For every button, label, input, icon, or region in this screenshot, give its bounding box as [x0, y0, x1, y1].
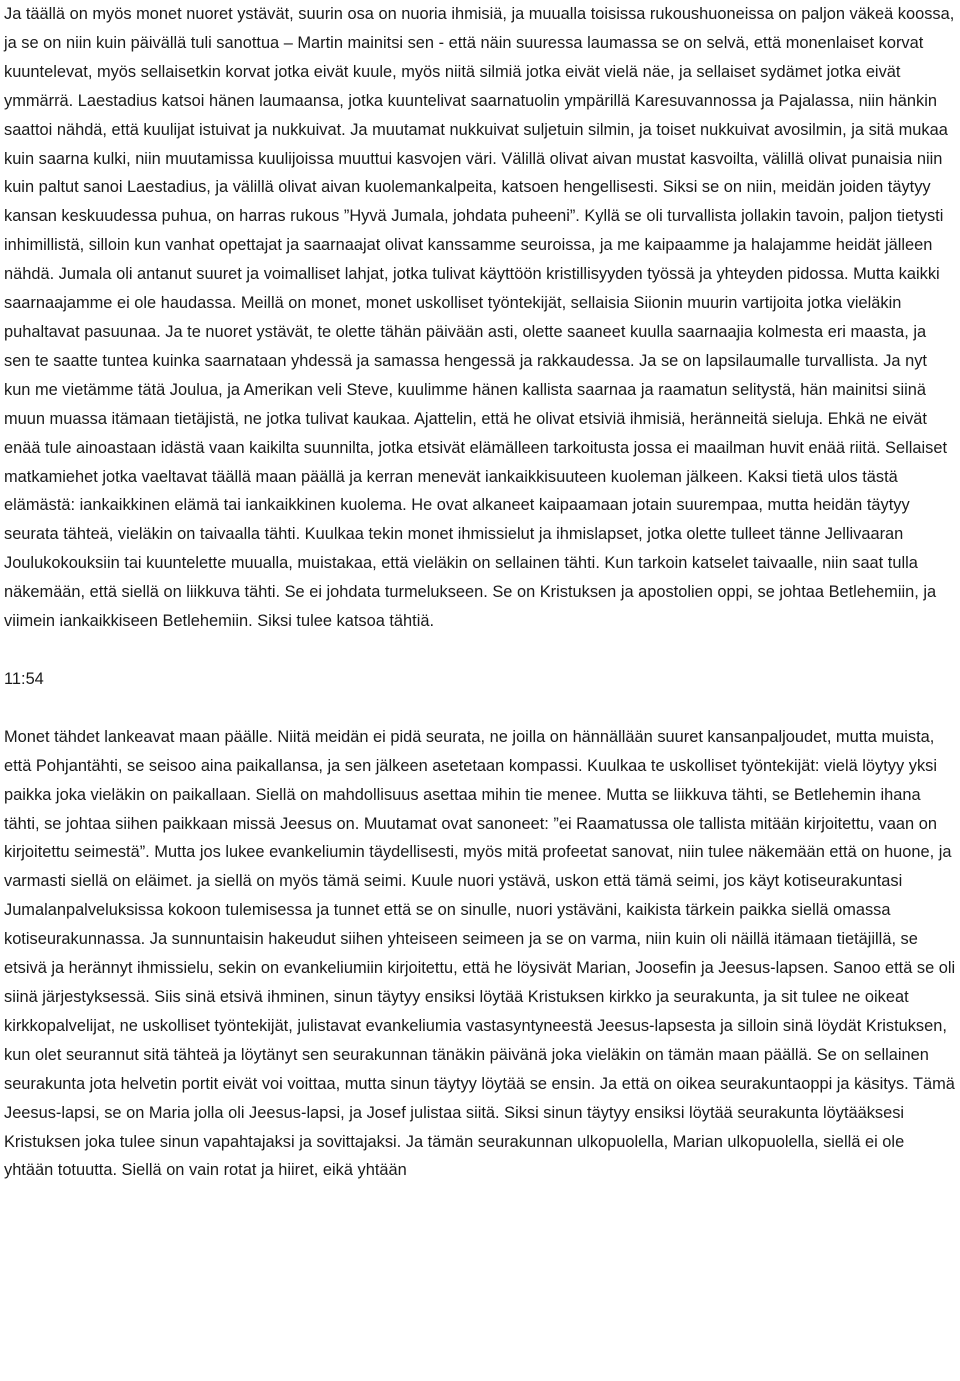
spacer: [4, 694, 956, 723]
document-page: [4, 0, 956, 1185]
paragraph-2: Monet tähdet lankeavat maan päälle. Niitä meidän ei pidä seurata, ne joilla on hännällään suuret kansanpaljoudet, mutta muista, että Pohjantähti, se seisoo aina paikallansa, ja sen jälkeen asetetaan kompassi. Kuulkaa te uskolliset työntekijät: vielä löytyy yksi paikka joka vieläkin on paikallaan. Siellä on mahdollisuus asettaa mihin tie menee. Mutta se liikkuva tähti, se Betlehemin ihana tähti, se johtaa siihen paikkaan missä Jeesus on. Muutamat ovat sanoneet: ”ei Raamatussa ole tallista mitään kirjoitettu, vaan on kirjoitettu seimestä”. Mutta jos lukee evankeliumin täydellisesti, myös mitä profeetat sanovat, niin tulee näkemään että on huone, ja varmasti siellä on eläimet. ja siellä on myös tämä seimi. Kuule nuori ystävä, uskon että tämä seimi, jos käyt kotiseurakuntasi Jumalanpalveluksissa kokoon tulemisessa ja tunnet että se on sinulle, nuori ystäväni, kaikista tärkein paikka siellä omassa kotiseurakunnassa. Ja sunnuntaisin hakeudut siihen yhteiseen seimeen ja se on varma, niin kuin oli näillä itämaan tietäjillä, se etsivä ja herännyt ihmissielu, sekin on evankeliumiin kirjoitettu, että he löysivät Marian, Joosefin ja Jeesus-lapsen. Sanoo että se oli siinä järjestyksessä. Siis sinä etsivä ihminen, sinun täytyy ensiksi löytää Kristuksen kirkko ja seurakunta, ja sit tulee ne oikeat kirkkopalvelijat, ne uskolliset työntekijät, julistavat evankeliumia vastasyntyneestä Jeesus-lapsesta ja silloin sinä löydät Kristuksen, kun olet seurannut sitä tähteä ja löytänyt sen seurakunnan tänäkin päivänä joka vieläkin on tämän maan päällä. Se on sellainen seurakunta jota helvetin portit eivät voi voittaa, mutta sinun täytyy löytää se ensin. Ja että on oikea seurakuntaoppi ja käsitys. Tämä Jeesus-lapsi, se on Maria jolla oli Jeesus-lapsi, ja Josef julistaa siitä. Siksi sinun täytyy ensiksi löytää seurakunta löytääksesi Kristuksen joka tulee sinun vapahtajaksi ja sovittajaksi. Ja tämän seurakunnan ulkopuolella, Marian ulkopuolella, siellä ei ole yhtään totuutta. Siellä on vain rotat ja hiiret, eikä yhtään: [4, 727, 956, 1180]
spacer: [4, 636, 956, 665]
timestamp: 11:54: [4, 669, 44, 688]
paragraph-1: Ja täällä on myös monet nuoret ystävät, suurin osa on nuoria ihmisiä, ja muualla toisissa rukoushuoneissa on paljon väkeä koossa, ja se on niin kuin päivällä tuli sanottua – Martin mainitsi sen - että näin suuressa laumassa se on selvä, että monenlaiset korvat kuuntelevat, myös sellaisetkin korvat jotka eivät kuule, myös niitä silmiä jotka eivät vielä näe, ja sellaiset sydämet jotka eivät ymmärrä. Laestadius katsoi hänen laumaansa, jotka kuuntelivat saarnatuolin ympärillä Karesuvannossa ja Pajalassa, niin hänkin saattoi nähdä, että kuulijat istuivat ja nukkuivat. Ja muutamat nukkuivat suljetuin silmin, ja toiset nukkuivat avosilmin, ja sitä mukaa kuin saarna kulki, niin muutamissa kuulijoissa muuttui kasvojen väri. Välillä olivat aivan mustat kasvoilta, välillä olivat punaisia niin kuin paltut sanoi Laestadius, ja välillä olivat aivan kuolemankalpeita, katsoen hengellisesti. Siksi se on niin, meidän joiden täytyy kansan keskuudessa puhua, on harras rukous ”Hyvä Jumala, johdata puheeni”. Kyllä se oli turvallista jollakin tavoin, paljon tietysti inhimillistä, silloin kun vanhat opettajat ja saarnaajat olivat kanssamme seuroissa, ja me kaipaamme ja halajamme heidät jälleen nähdä. Jumala oli antanut suuret ja voimalliset lahjat, jotka tulivat käyttöön kristillisyyden työssä ja yhteyden pidossa. Mutta kaikki saarnaajamme ei ole haudassa. Meillä on monet, monet uskolliset työntekijät, sellaisia Siionin muurin vartijoita jotka vieläkin puhaltavat pasuunaa. Ja te nuoret ystävät, te olette tähän päivään asti, olette saaneet kuulla saarnaajia kolmesta eri maasta, ja sen te saatte tuntea kuinka saarnataan yhdessä ja samassa hengessä ja rakkaudessa. Ja se on lapsilaumalle turvallista. Ja nyt kun me vietämme tätä Joulua, ja Amerikan veli Steve, kuulimme hänen kallista saarnaa ja raamatun selitystä, hän mainitsi siinä muun muassa itämaan tietäjistä, ne jotka tulivat kaukaa. Ajattelin, että he olivat etsiviä ihmisiä, heränneitä sieluja. Ehkä ne eivät enää tule ainoastaan idästä vaan kaikilta suunnilta, jotka etsivät elämälleen tarkoitusta jossa ei maailman huvit enää riitä. Sellaiset matkamiehet jotka vaeltavat täällä maan päällä ja kerran menevät iankaikkisuuteen kuoleman jälkeen. Kaksi tietä ulos tästä elämästä: iankaikkinen elämä tai iankaikkinen kuolema. He ovat alkaneet kaipaamaan jotain suurempaa, mutta heidän täytyy seurata tähteä, vieläkin on taivaalla tähti. Kuulkaa tekin monet ihmissielut ja ihmislapset, jotka olette tulleet tänne Jellivaaran Joulukokouksiin tai kuuntelette muualla, muistakaa, että vieläkin on sellainen tähti. Kun tarkoin katselet taivaalle, niin saat tulla näkemään, että siellä on liikkuva tähti. Se ei johdata turmelukseen. Se on Kristuksen ja apostolien oppi, se johtaa Betlehemiin, ja viimein iankaikkiseen Betlehemiin. Siksi tulee katsoa tähtiä.: [4, 5, 955, 631]
